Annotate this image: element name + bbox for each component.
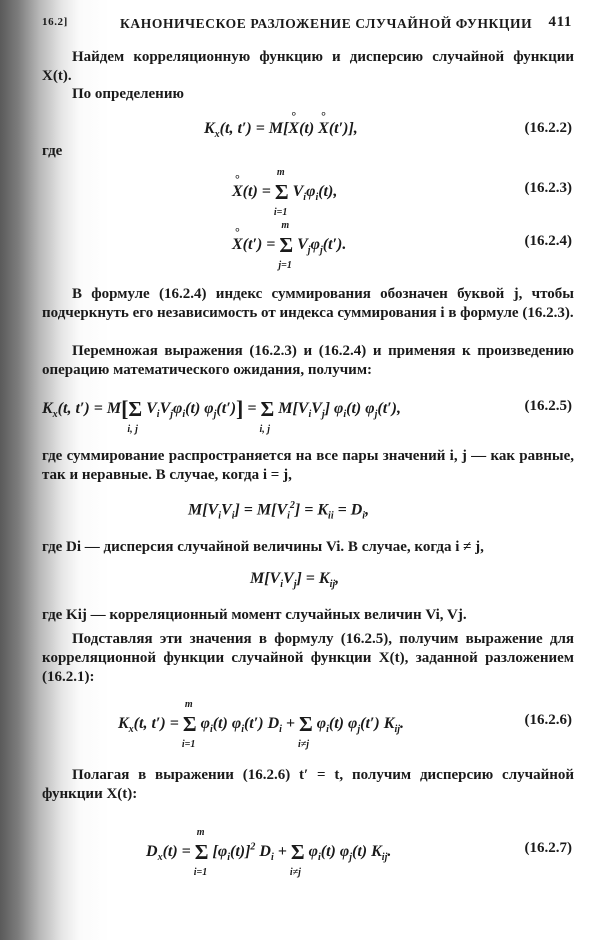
- equation-16-2-5: $K_x(t$, t′) = M[Σ i, j $V_iV_j\varphi_i(t) \varphi_j(t')] = \Sigma$ i, j $M[V_iV_j]$ $\varphi_i(t)$ $\varphi_j(t')$, (16.2.5): [42, 396, 572, 435]
- equation-number: (16.2.2): [524, 120, 572, 136]
- running-header: [42, 14, 572, 36]
- equation-16-2-3: ° X(t) = Σ m i=1 $V_i\varphi_i(t)$, (16.2.3): [42, 172, 572, 212]
- paragraph-variance: Полагая в выражении (16.2.6) t′ = t, получим дисперсию случайной функции X(t):: [42, 767, 574, 802]
- paragraph-index-note: В формуле (16.2.4) индекс суммирования обозначен буквой j, чтобы подчеркнуть его независимость от индекса суммирования i в формуле (16.2.3).: [42, 286, 574, 321]
- paragraph-where: где: [42, 143, 63, 159]
- equation-number: (16.2.7): [524, 840, 572, 856]
- equation-16-2-2: $K_x(t$, t′) = M[° X(t) ° X(t′)], (16.2.2): [42, 118, 572, 144]
- equation-16-2-7: $D_x(t) = \Sigma$ m i=1 $[\varphi_i(t)]^2$ $D_i + \Sigma$ i≠j $\varphi_i(t)$ $\varphi_j(t)$ $K_{ij}$. (16.2.7): [146, 827, 572, 878]
- paragraph-multiply: Перемножая выражения (16.2.3) и (16.2.4) и применяя к произведению операцию математического ожидания, получим:: [42, 343, 574, 378]
- equation-case-equal: $M[V_iV_i] = M[V_i^2] = K_{ii} = D_i$,: [188, 500, 370, 522]
- equation-number: (16.2.6): [524, 712, 572, 728]
- equation-16-2-4: ° X(t′) = Σ m j=1 $V_j\varphi_j(t')$. (16.2.4): [42, 225, 572, 265]
- paragraph-definition: По определению: [72, 86, 184, 102]
- paragraph-correlation-moment: где Kij — корреляционный момент случайных величин Vi, Vj.: [42, 607, 467, 623]
- running-title: КАНОНИЧЕСКОЕ РАЗЛОЖЕНИЕ СЛУЧАЙНОЙ ФУНКЦИИ: [120, 16, 533, 31]
- section-number: 16.2]: [42, 16, 68, 28]
- paragraph-variance-def: где Di — дисперсия случайной величины Vi. В случае, когда i ≠ j,: [42, 539, 484, 555]
- paragraph-intro: Найдем корреляционную функцию и дисперсию случайной функции X(t).: [42, 49, 574, 84]
- equation-case-unequal: $M[V_iV_j] = K_{ij}$,: [250, 570, 340, 591]
- equation-number: (16.2.4): [524, 233, 572, 249]
- paragraph-substitution: Подставляя эти значения в формулу (16.2.5), получим выражение для корреляционной функции случайной функции X(t), заданной разложением (16.2.1):: [42, 631, 574, 685]
- equation-16-2-6: $K_x(t$, t′) = Σ m i=1 $\varphi_i(t)$ $\varphi_i(t') D_i + \Sigma$ i≠j $\varphi_i(t)$ $\varphi_j(t')$ $K_{ij}$. (16.2.6): [118, 699, 572, 750]
- equation-number: (16.2.5): [524, 398, 572, 414]
- page-number: 411: [548, 14, 572, 30]
- paragraph-summation: где суммирование распространяется на все пары значений i, j — как равные, так и неравные. В случае, когда i = j,: [42, 448, 574, 483]
- equation-number: (16.2.3): [524, 180, 572, 196]
